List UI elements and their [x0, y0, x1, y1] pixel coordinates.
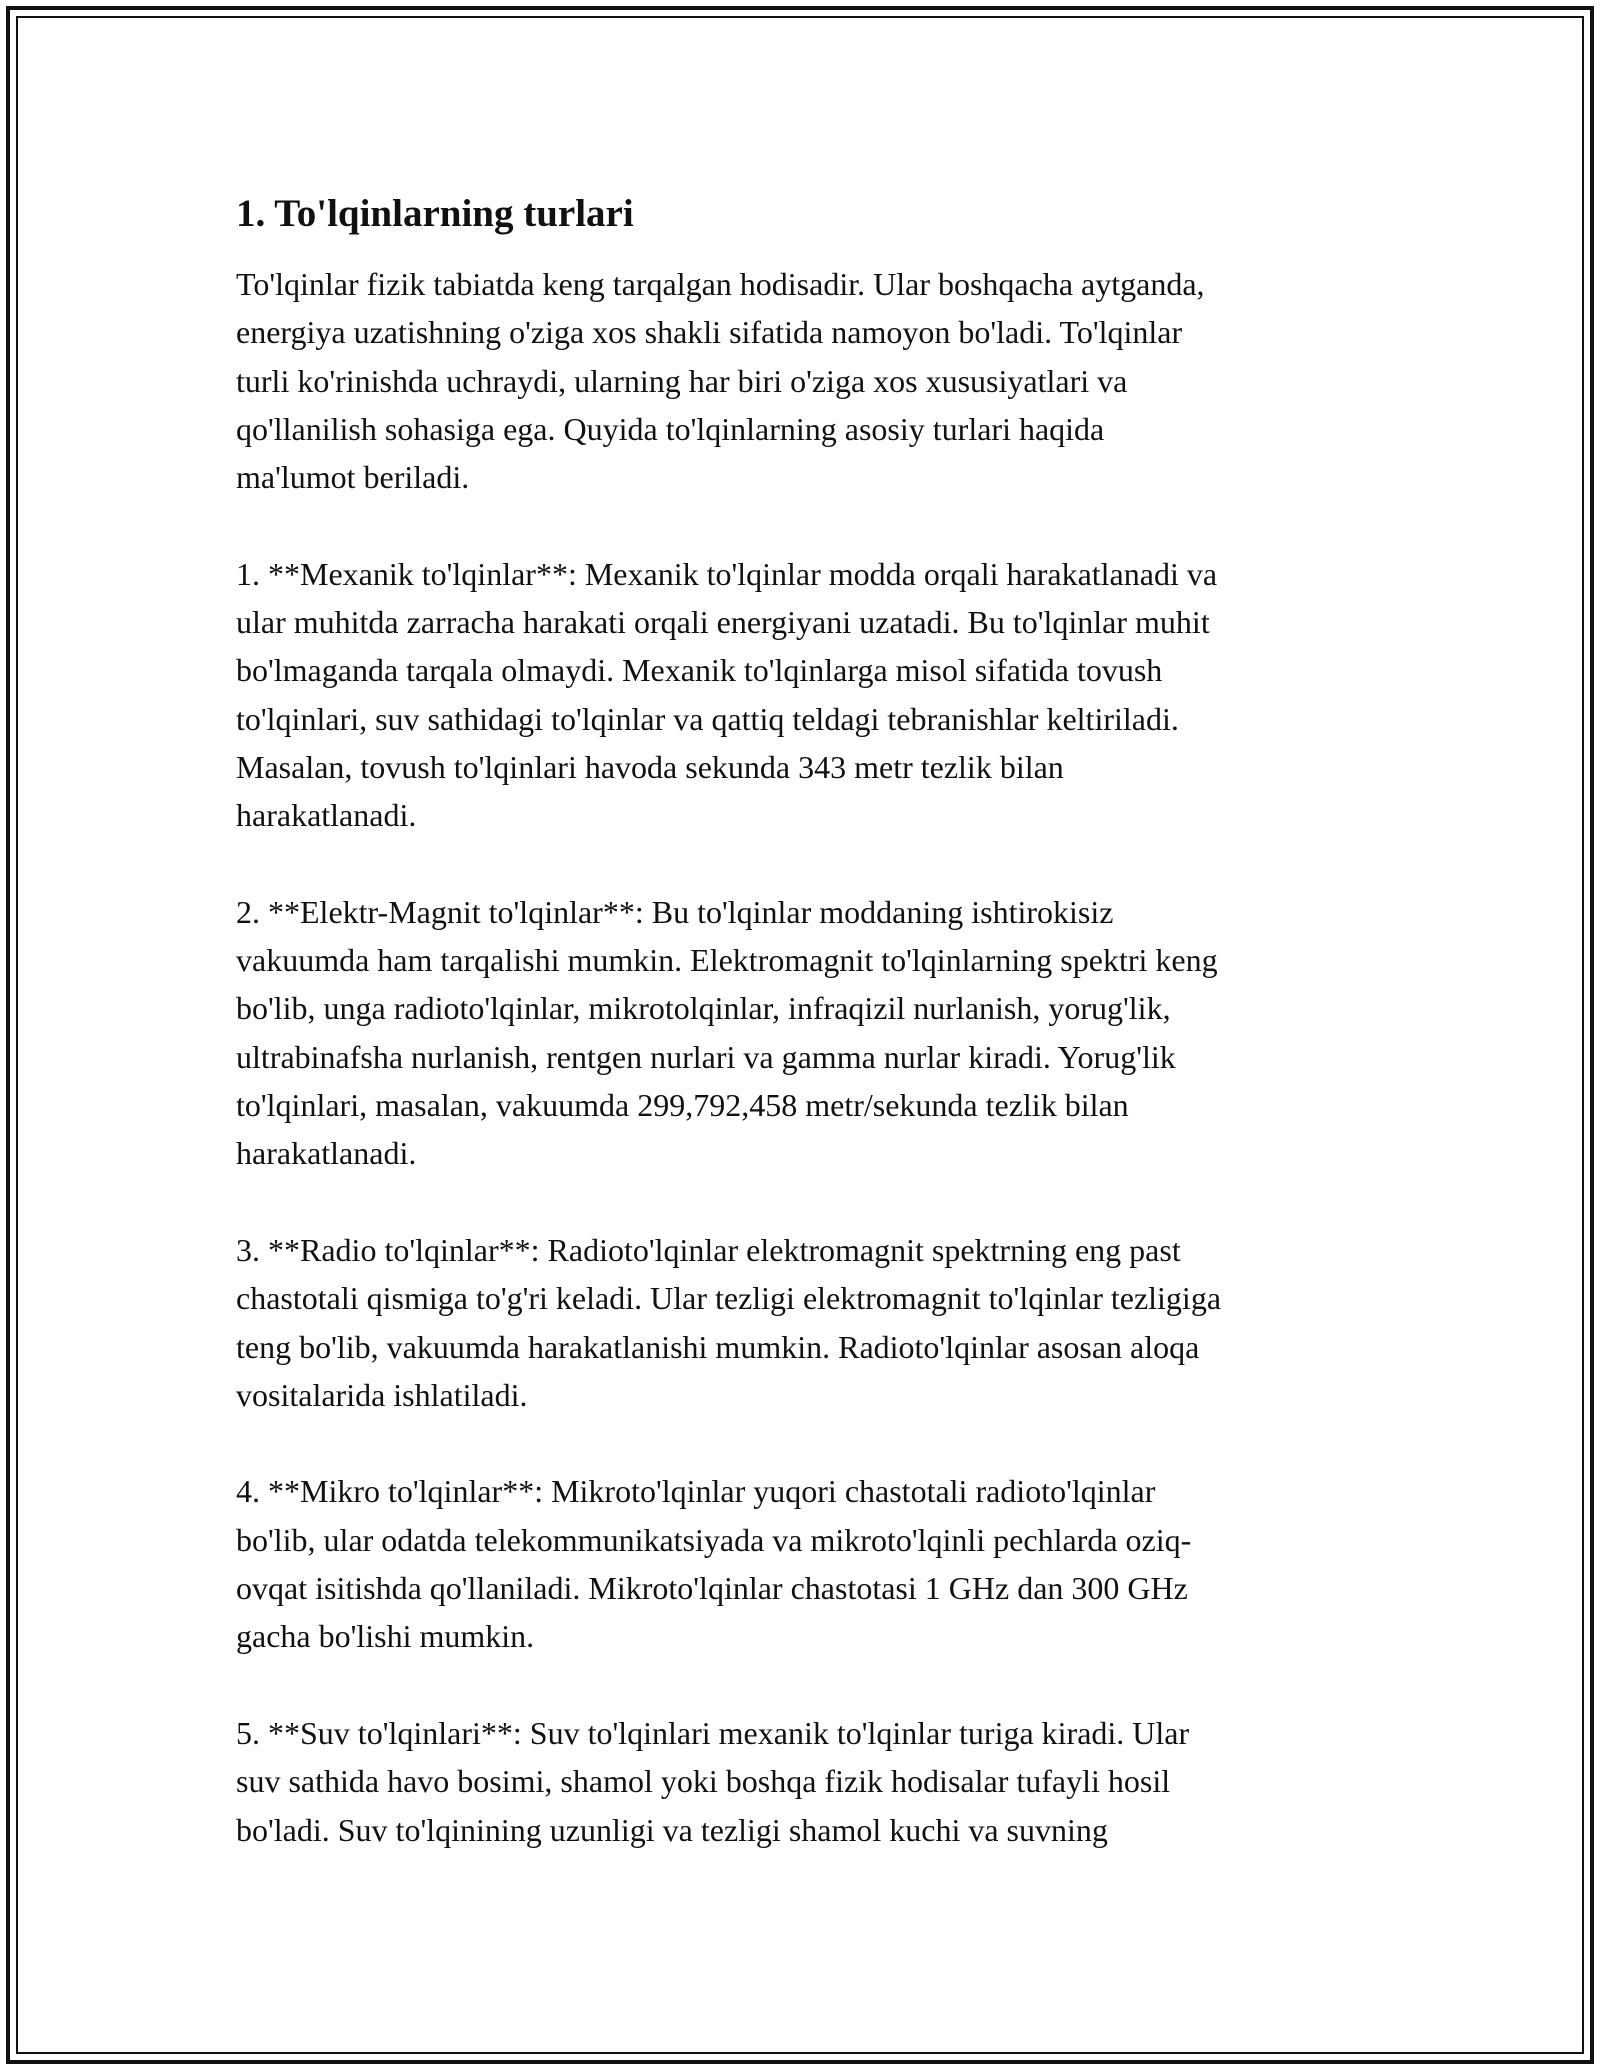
- document-body: [236, 186, 1376, 1854]
- paragraph-mechanical-waves: 1. **Mexanik to'lqinlar**: Mexanik to'lqinlar modda orqali harakatlanadi va ular muhitda zarracha harakati orqali energiyani uzatadi. Bu to'lqinlar muhit bo'lmaganda tarqala olmaydi. Mexanik to'lqinlarga misol sifatida tovush to'lqinlari, suv sathidagi to'lqinlar va qattiq teldagi tebranishlar keltiriladi. Masalan, tovush to'lqinlari havoda sekunda 343 metr tezlik bilan harakatlanadi.: [236, 555, 1218, 834]
- section-heading: 1. To'lqinlarning turlari: [236, 192, 634, 235]
- paragraph-water-waves: 5. **Suv to'lqinlari**: Suv to'lqinlari mexanik to'lqinlar turiga kiradi. Ular suv sathida havo bosimi, shamol yoki boshqa fizik hodisalar tufayli hosil bo'ladi. Suv to'lqinining uzunligi va tezligi shamol kuchi va suvning: [236, 1714, 1190, 1848]
- paragraph-electromagnetic-waves: 2. **Elektr-Magnit to'lqinlar**: Bu to'lqinlar moddaning ishtirokisiz vakuumda ham tarqalishi mumkin. Elektromagnit to'lqinlarning spektri keng bo'lib, unga radioto'lqinlar, mikrotolqinlar, infraqizil nurlanish, yorug'lik, ultrabinafsha nurlanish, rentgen nurlari va gamma nurlar kiradi. Yorug'lik to'lqinlari, masalan, vakuumda 299,792,458 metr/sekunda tezlik bilan harakatlanadi.: [236, 893, 1218, 1172]
- paragraph-radio-waves: 3. **Radio to'lqinlar**: Radioto'lqinlar elektromagnit spektrning eng past chastotali qismiga to'g'ri keladi. Ular tezligi elektromagnit to'lqinlar tezligiga teng bo'lib, vakuumda harakatlanishi mumkin. Radioto'lqinlar asosan aloqa vositalarida ishlatiladi.: [236, 1231, 1222, 1413]
- paragraph-microwaves: 4. **Mikro to'lqinlar**: Mikroto'lqinlar yuqori chastotali radioto'lqinlar bo'lib, ular odatda telekommunikatsiyada va mikroto'lqinli pechlarda oziq- ovqat isitishda qo'llaniladi. Mikroto'lqinlar chastotasi 1 GHz dan 300 GHz gacha bo'lishi mumkin.: [236, 1473, 1192, 1655]
- intro-paragraph: To'lqinlar fizik tabiatda keng tarqalgan hodisadir. Ular boshqacha aytganda, energiya uzatishning o'ziga xos shakli sifatida namoyon bo'ladi. To'lqinlar turli ko'rinishda uchraydi, ularning har biri o'ziga xos xususiyatlari va qo'llanilish sohasiga ega. Quyida to'lqinlarning asosiy turlari haqida ma'lumot beriladi.: [236, 266, 1205, 496]
